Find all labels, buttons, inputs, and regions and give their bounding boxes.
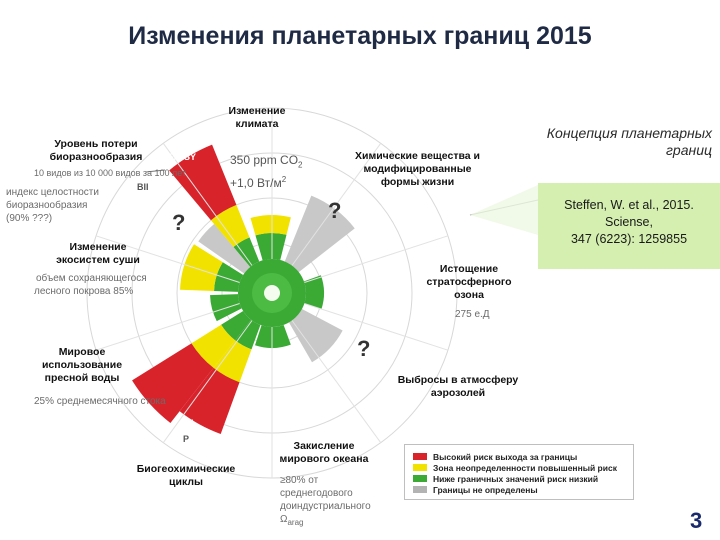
label-biodiversity	[34, 138, 158, 164]
legend-swatch-gray	[413, 486, 427, 493]
label-novel-entities	[350, 150, 485, 189]
label-biogeo-2: циклы	[169, 476, 203, 488]
label-land	[50, 241, 146, 267]
label-freshwater	[32, 346, 132, 385]
legend-swatch-red	[413, 453, 427, 460]
label-ozone-3: озона	[454, 289, 484, 301]
concept-line-2: границ	[666, 142, 712, 158]
climate-forcing: +1,0 Вт/м	[230, 176, 282, 190]
wedge-ocean-green	[255, 325, 291, 348]
legend-swatch-yellow	[413, 464, 427, 471]
label-climate	[222, 105, 292, 131]
label-ozone-2: стратосферного	[426, 276, 512, 288]
ozone-note: 275 е.Д	[455, 309, 490, 320]
ocean-omega: Ω	[280, 514, 288, 525]
bio-note-bii-1: индекс целостности	[6, 187, 99, 198]
badge-bii: BII	[137, 182, 149, 192]
label-water-2: использование	[41, 359, 123, 371]
badge-p: P	[183, 434, 190, 444]
ocean-note-1: ≥80% от	[280, 475, 319, 486]
label-biogeochemical	[128, 463, 244, 489]
climate-note-co2	[230, 153, 303, 169]
legend-text-gray: Границы не определены	[433, 484, 538, 495]
legend-item-high-risk	[413, 451, 625, 462]
label-biogeo-1: Биогеохимические	[136, 463, 236, 475]
land-note-2: лесного покрова 85%	[34, 286, 134, 297]
climate-forcing-sup: 2	[281, 175, 287, 184]
legend-text-yellow: Зона неопределенности повышенный риск	[433, 462, 617, 473]
concept-line-1: Концепция планетарных	[546, 125, 712, 141]
bio-note-species: 10 видов из 10 000 видов за 100 лет	[34, 168, 187, 178]
label-novel-3: формы жизни	[380, 176, 455, 188]
label-water-1: Мировое	[58, 346, 106, 358]
label-novel-2: модифицированные	[363, 163, 472, 175]
center-dot	[264, 285, 280, 301]
reference-line-3: 347 (6223): 1259855	[570, 232, 688, 246]
label-climate-2: климата	[235, 118, 279, 130]
label-water-3: пресной воды	[44, 372, 120, 384]
reference-box	[538, 183, 720, 269]
freshwater-note: 25% среднемесячного стока	[34, 396, 166, 407]
label-ocean	[274, 440, 374, 466]
legend-swatch-green	[413, 475, 427, 482]
legend-text-green: Ниже граничных значений риск низкий	[433, 473, 599, 484]
wedge-climate-green	[255, 233, 286, 260]
legend-item-uncertainty	[413, 462, 625, 473]
legend-text-red: Высокий риск выхода за границы	[433, 451, 578, 462]
badge-emsy: E/MSY	[168, 152, 197, 162]
ocean-omega-sub: arag	[287, 518, 304, 527]
label-bio-2: биоразнообразия	[49, 151, 143, 163]
label-ocean-2: мирового океана	[279, 453, 369, 465]
label-aerosols	[392, 374, 524, 400]
bio-note-bii-3: (90% ???)	[6, 213, 53, 224]
ocean-note-2: среднегодового	[280, 488, 353, 499]
climate-note-forcing	[230, 175, 286, 190]
label-ocean-1: Закисление	[293, 440, 355, 452]
concept-title	[480, 125, 712, 159]
label-climate-1: Изменение	[228, 105, 286, 117]
label-land-1: Изменение	[69, 241, 127, 253]
label-land-2: экосистем суши	[56, 254, 140, 266]
reference-callout	[470, 185, 538, 235]
climate-co2: 350 ppm CO	[230, 153, 299, 167]
label-aero-2: аэрозолей	[430, 387, 486, 399]
label-aero-1: Выбросы в атмосферу	[397, 374, 519, 386]
label-bio-1: Уровень потери	[54, 138, 138, 150]
ocean-note-4	[280, 513, 304, 529]
wedge-climate-yellow	[251, 215, 291, 235]
unknown-novel: ?	[328, 198, 342, 223]
climate-co2-sub: 2	[298, 160, 303, 170]
unknown-aerosols: ?	[357, 336, 371, 361]
page-number: 3	[690, 508, 703, 533]
legend	[404, 444, 634, 500]
reference-line-2: Sciense,	[605, 215, 653, 229]
page-title: Изменения планетарных границ 2015	[128, 22, 592, 50]
reference-line-1: Steffen, W. et al., 2015.	[564, 198, 694, 212]
bio-note-bii-2: биоразнообразия	[6, 200, 88, 211]
unknown-biodiversity: ?	[172, 210, 186, 235]
badge-n: N	[187, 418, 194, 428]
land-note-1: объем сохраняющегося	[36, 273, 147, 284]
legend-item-undefined	[413, 484, 625, 495]
ocean-note-3: доиндустриального	[280, 501, 371, 512]
label-ozone	[424, 263, 514, 302]
wedge-aerosols-gray	[289, 309, 343, 362]
label-novel-1: Химические вещества и	[354, 150, 480, 162]
legend-item-safe	[413, 473, 625, 484]
label-ozone-1: Истощение	[439, 263, 499, 275]
